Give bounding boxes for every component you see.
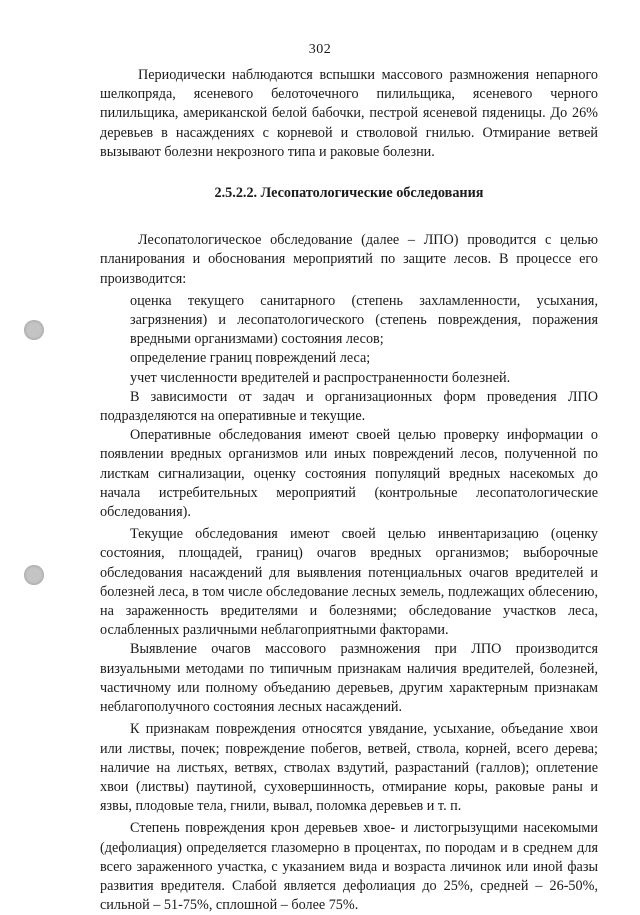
paragraph: Оперативные обследования имеют своей целью проверку информации о появлении вредных организмов или иных повреждений лесов, полученной по листкам сигнализации, оценку состояния популяций вредных насекомых до начала истребительных мероприятий (контрольные лесопатологические обследования). — [100, 427, 598, 521]
document-body — [100, 66, 598, 915]
page-number: 302 — [308, 42, 332, 57]
paragraph: Степень повреждения крон деревьев хвое- и листогрызущими насекомыми (дефолиация) определяется глазомерно в процентах, по породам и в среднем для всего зараженного участка, с указанием вида и возраста личинок или иной фазы развития вредителя. Слабой является дефолиация до 25%, средней – 26-50%, сильной – 51-75%, сплошной – более 75%. — [100, 820, 598, 914]
paragraph: Текущие обследования имеют своей целью инвентаризацию (оценку состояния, площадей, границ) очагов вредных организмов; выборочные обследования насаждений для выявления потенциальных очагов вредителей и болезней леса, в том числе обследование лесных земель, подлежащих облесению, на зараженность вредителями и болезнями; обследование участков леса, ослабленных различными неблагоприятными факторами. — [100, 526, 598, 639]
intro-paragraph: Периодически наблюдаются вспышки массового размножения непарного шелкопряда, ясеневого белоточечного пилильщика, ясеневого черного пилильщика, американской белой бабочки, пестрой ясеневой пяденицы. До 26% деревьев в насаждениях с корневой и стволовой гнилью. Отмирание ветвей вызывают болезни некрозного типа и раковые болезни. — [100, 67, 598, 160]
section-heading: 2.5.2.2. Лесопатологические обследования — [214, 185, 484, 202]
list-item: учет численности вредителей и распространенности болезней. — [130, 369, 511, 386]
paragraph: Лесопатологическое обследование (далее – ЛПО) проводится с целью планирования и обоснования мероприятий по защите лесов. В процессе его производится: — [100, 232, 598, 287]
list-item: определение границ повреждений леса; — [130, 350, 371, 367]
binder-hole — [24, 320, 44, 340]
paragraph: В зависимости от задач и организационных форм проведения ЛПО подразделяются на оперативные и текущие. — [100, 388, 598, 425]
list-item: оценка текущего санитарного (степень захламленности, усыхания, загрязнения) и лесопатологического (степень повреждения, поражения вредными организмами) состояния лесов; — [130, 292, 598, 348]
binder-hole — [24, 565, 44, 585]
paragraph: К признакам повреждения относятся увядание, усыхание, объедание хвои или листвы, почек; повреждение побегов, ветвей, ствола, корней, всего дерева; наличие на листьях, ветвях, стволах вздутий, разрастаний (галлов); оплетение хвои (листвы) паутиной, суховершинность, отмирание коры, раковые раны и язвы, плодовые тела, гнили, вывал, поломка деревьев и т. п. — [100, 721, 598, 815]
paragraph: Выявление очагов массового размножения при ЛПО производится визуальными методами по типичным признакам наличия вредителей, болезней, частичному или полному объеданию деревьев, другим характерным признакам неблагополучного состояния лесных насаждений. — [100, 641, 598, 716]
